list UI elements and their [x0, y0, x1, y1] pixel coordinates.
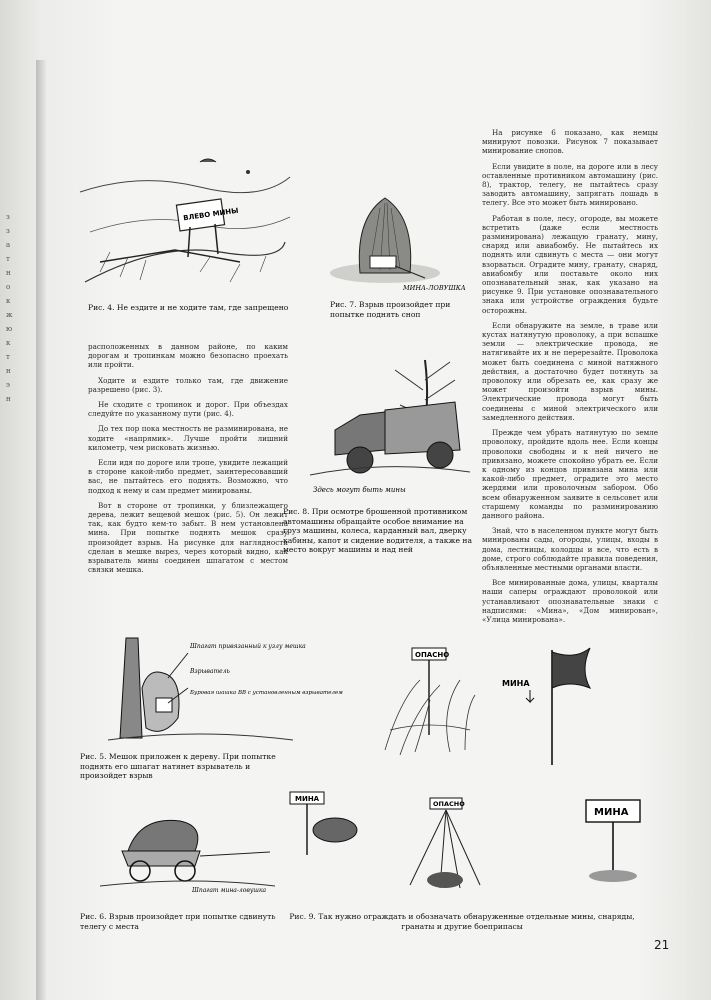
figure-7-illustration: [325, 178, 465, 300]
margin-marks: з з а т н о к ж ю к т н э н: [6, 213, 13, 403]
fig9-flag-mine-label: МИНА: [502, 679, 530, 688]
paragraph: На рисунке 6 показано, как немцы минируют повозки. Рисунок 7 показывает минирование снопов.: [482, 128, 658, 156]
paragraph: Не сходите с тропинок и дорог. При объездах следуйте по указанному пути (рис. 4).: [88, 400, 288, 419]
fig8-label: Здесь могут быть мины: [313, 486, 406, 494]
middle-column-text: [88, 342, 288, 580]
figure-5-illustration: [108, 628, 343, 744]
fig5-label-fuse: Взрыватель: [190, 668, 230, 675]
caption-fig8: Рис. 8. При осмотре брошенной противником автомашины обращайте особое внимание на груз машины, колеса, карданный вал, дверку кабины, капот и сидение водителя, а также на место вокруг машины и над ней: [283, 507, 472, 555]
paragraph: расположенных в данном районе, по каким дорогам и тропинкам можно безопасно проехать или пройти.: [88, 342, 288, 370]
fig6-label: Шпагат мина-ловушка: [192, 887, 267, 894]
figure-6-illustration: [100, 806, 275, 896]
fig5-label-charge: Буровая шашка ВВ с установленным взрывателем: [190, 690, 343, 696]
right-column-text: [482, 128, 658, 630]
paragraph: Если увидите в поле, на дороге или в лесу оставленные противником автомашину (рис. 8), трактор, телегу, не пытайтесь сразу заводить автомашину, запрягать лошадь в телегу. Все это может быть минировано.: [482, 161, 658, 208]
fig5-label-twine: Шпагат привязанный к узлу мешка: [190, 643, 306, 650]
paragraph: Работая в поле, лесу, огороде, вы можете встретить (даже если местность разминирована) лежащую гранату, мину, снаряд или авиабомбу. Не пытайтесь их поднять или сдвинуть с места — они могут взорваться. Оградите мину, гранату, снаряд, авиабомбу или поставьте около них опознавательный знак, как указано на рисунке 9. При установке опознавательного знака или устройстве ограждения будьте осторожны.: [482, 213, 658, 315]
paragraph: Знай, что в населенном пункте могут быть минированы сады, огороды, улицы, входы в дома, лестницы, колодцы и все, что есть в доме, строго соблюдайте правила поведения, объявленные местными органами власти.: [482, 526, 658, 572]
paragraph: До тех пор пока местность не разминирована, не ходите «напрямик». Лучше пройти лишний километр, чем рисковать жизнью.: [88, 424, 288, 452]
caption-fig5: Рис. 5. Мешок приложен к дереву. При попытке поднять его шпагат натянет взрыватель и произойдет взрыв: [80, 752, 276, 781]
caption-fig6: Рис. 6. Взрыв произойдет при попытке сдвинуть телегу с места: [80, 912, 276, 931]
paragraph: Ходите и ездите только там, где движение разрешено (рис. 3).: [88, 375, 288, 394]
fig4-sign-text: ВЛЕВО МИНЫ: [182, 206, 239, 223]
paragraph: Вот в стороне от тропинки, у близлежащего дерева, лежит вещевой мешок (рис. 5). Он лежит так, как будто кем-то забыт. В нем установлена мина. При попытке поднять мешок сразу произойдет взрыв. На рисунке для наглядности сделан в мешке вырез, через который видно, как взрыватель мины соединен шпагатом с местом связки мешка.: [88, 500, 288, 575]
figure-9-illustration: [290, 640, 660, 905]
binding-shadow: [36, 60, 46, 1000]
fig9-sign-mine-1: МИНА: [295, 795, 320, 803]
page-number: 21: [654, 938, 670, 952]
caption-fig7: Рис. 7. Взрыв произойдет при попытке поднять сноп: [330, 300, 451, 319]
fig7-label: МИНА-ЛОВУШКА: [403, 284, 466, 292]
paragraph: Если идя по дороге или тропе, увидите лежащий в стороне какой-либо предмет, заинтересовавший вас, не пытайтесь его поднять. Возможно, что подход к нему и сам предмет минированы.: [88, 458, 288, 495]
caption-fig4: Рис. 4. Не ездите и не ходите там, где запрещено: [88, 303, 289, 312]
paragraph: Все минированные дома, улицы, кварталы наши саперы ограждают проволокой или устанавливают опознавательные знаки с надписями: «Мина», «Дом минирован», «Улица минирована».: [482, 578, 658, 624]
fig9-sign-danger-2: ОПАСНО: [433, 800, 465, 808]
paragraph: Прежде чем убрать натянутую по земле проволоку, пройдите вдоль нее. Если концы проволоки свободны и к ней ничего не привязано, можете спокойно убрать ее. Если к одному из концов привязана мина или какой-либо предмет, оградите это место жердями или проволочным забором. Обо всем обнаруженном заявите в сельсовет или старшему команды по разминированию данного района.: [482, 428, 658, 520]
caption-fig9: Рис. 9. Так нужно ограждать и обозначать обнаруженные отдельные мины, снаряды, гранаты и другие боеприпасы: [289, 912, 635, 931]
paragraph: Если обнаружите на земле, в траве или кустах натянутую проволоку, а при вспашке земли — электрические провода, не натягивайте их и не перерезайте. Проволока может быть соединена с миной натяжного действия, а достаточно будет потянуть за проволоку или обрезать ее, как сразу же может произойти взрыв мины. Электрические провода могут быть соединены с миной электрического или замедленного действия.: [482, 320, 658, 422]
figure-4-illustration: [80, 132, 290, 300]
fig9-sign-danger-1: ОПАСНО: [415, 651, 450, 659]
figure-8-illustration: [305, 350, 475, 500]
fig9-sign-mine-2: МИНА: [594, 807, 629, 818]
